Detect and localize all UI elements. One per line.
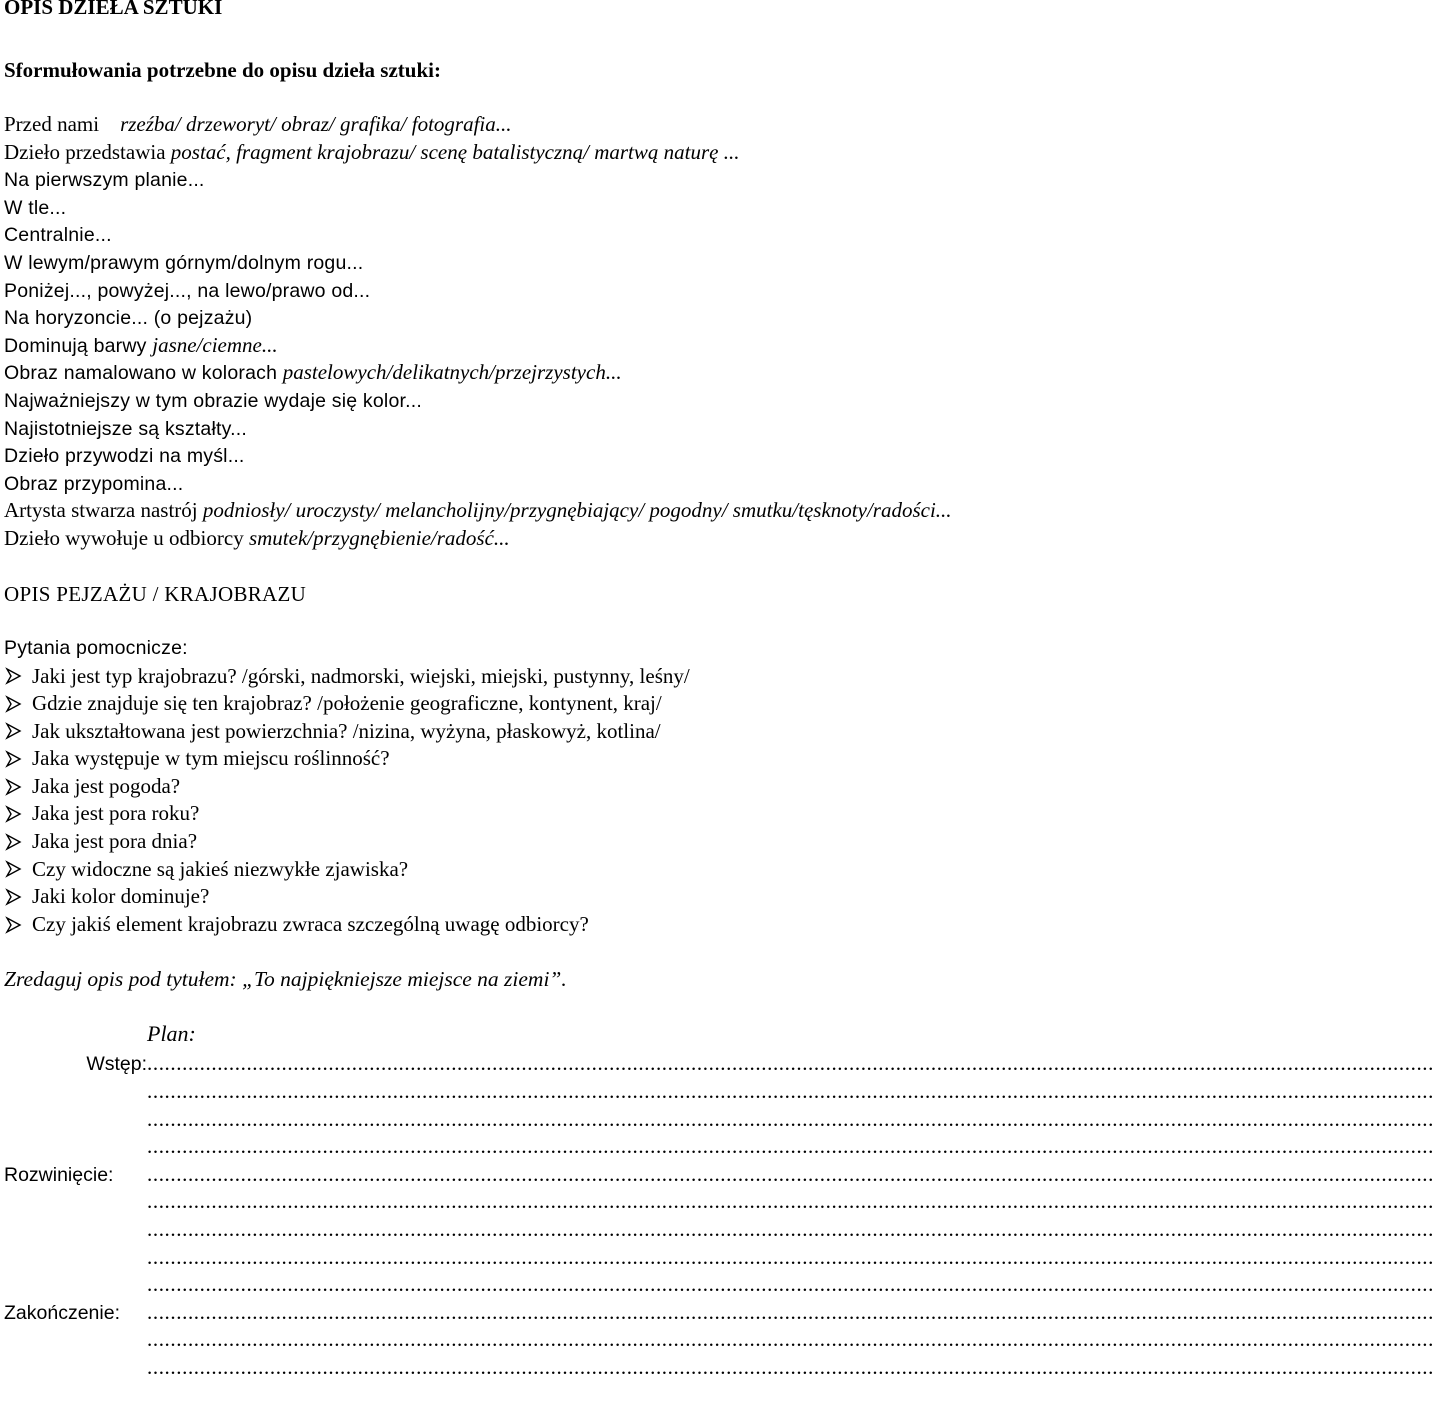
- dotted-answer-line: ............................................................................................................................................................................................................................: [147, 1161, 1434, 1186]
- question-list: [4, 663, 956, 939]
- dotted-answer-line: ............................................................................................................................................................................................................................: [147, 1134, 1434, 1159]
- phrase-line: [4, 221, 956, 249]
- question-item: [4, 663, 956, 691]
- phrase-line: [4, 304, 956, 332]
- question-item: [4, 800, 956, 828]
- plan-section: [4, 1050, 1434, 1160]
- plan-answer-lines: [147, 1299, 1434, 1382]
- plan-section-name: Zakończenie:: [4, 1301, 120, 1324]
- dotted-answer-line: ............................................................................................................................................................................................................................: [147, 1051, 1434, 1076]
- arrowhead-bullet-icon: [4, 749, 32, 769]
- plan-section: [4, 1161, 1434, 1299]
- arrowhead-bullet-icon: [4, 915, 32, 935]
- dotted-answer-line: ............................................................................................................................................................................................................................: [147, 1106, 1434, 1131]
- question-text: Jaki jest typ krajobrazu? /górski, nadmorski, wiejski, miejski, pustynny, leśny/: [32, 663, 690, 688]
- phrase-line: [4, 387, 956, 415]
- dotted-answer-line: ............................................................................................................................................................................................................................: [147, 1189, 1434, 1214]
- phrase-example: jasne/ciemne...: [152, 332, 278, 357]
- phrase-line: [4, 442, 956, 470]
- phrase-line: [4, 470, 956, 498]
- question-text: Jaki kolor dominuje?: [32, 884, 210, 909]
- dotted-answer-line: ............................................................................................................................................................................................................................: [147, 1217, 1434, 1241]
- question-text: Jak ukształtowana jest powierzchnia? /nizina, wyżyna, płaskowyż, kotlina/: [32, 718, 661, 743]
- phrase-text: Centralnie...: [4, 224, 112, 247]
- arrowhead-bullet-icon: [4, 694, 32, 714]
- question-text: Gdzie znajduje się ten krajobraz? /położenie geograficzne, kontynent, kraj/: [32, 691, 662, 716]
- phrase-text: Dzieło przywodzi na myśl...: [4, 445, 245, 468]
- phrase-list: [4, 111, 956, 553]
- phrase-example: podniosły/ uroczysty/ melancholijny/przygnębiający/ pogodny/ smutku/tęsknoty/radości...: [202, 498, 952, 523]
- question-item: [4, 911, 956, 939]
- phrase-text: W lewym/prawym górnym/dolnym rogu...: [4, 251, 364, 274]
- plan-sections: [4, 1050, 1434, 1381]
- phrase-line: [4, 111, 956, 139]
- phrase-text: Na horyzoncie... (o pejzażu): [4, 307, 253, 330]
- question-item: [4, 690, 956, 718]
- task-instruction: [4, 966, 956, 994]
- arrowhead-bullet-icon: [4, 804, 32, 824]
- phrase-text: Obraz przypomina...: [4, 472, 184, 495]
- question-text: Czy widoczne są jakieś niezwykłe zjawiska?: [32, 856, 409, 881]
- arrowhead-bullet-icon: [4, 777, 32, 797]
- phrase-text: Obraz namalowano w kolorach: [4, 362, 283, 385]
- task-quoted-title: „To najpiękniejsze miejsce na ziemi”.: [242, 967, 567, 992]
- plan-label: Plan:: [147, 1021, 196, 1047]
- phrase-text: Dominują barwy: [4, 334, 153, 357]
- phrase-text: Dzieło wywołuje u odbiorcy: [4, 525, 249, 550]
- document-subtitle: Sformułowania potrzebne do opisu dzieła sztuki:: [4, 58, 441, 82]
- phrase-text: W tle...: [4, 196, 67, 219]
- question-text: Jaka występuje w tym miejscu roślinność?: [32, 746, 390, 771]
- arrowhead-bullet-icon: [4, 666, 32, 686]
- document: [4, 0, 1434, 1382]
- question-item: [4, 856, 956, 884]
- phrase-text: Najistotniejsze są kształty...: [4, 417, 247, 440]
- question-item: [4, 745, 956, 773]
- phrase-line: [4, 194, 956, 222]
- arrowhead-bullet-icon: [4, 859, 32, 879]
- phrase-text: Poniżej..., powyżej..., na lewo/prawo od...: [4, 279, 371, 302]
- phrase-line: [4, 166, 956, 194]
- plan-section-label: [4, 1299, 147, 1327]
- plan-answer-lines: [147, 1161, 1434, 1299]
- dotted-answer-line: ............................................................................................................................................................................................................................: [147, 1327, 1434, 1352]
- phrase-text: Przed nami: [4, 112, 121, 136]
- phrase-text: Na pierwszym planie...: [4, 169, 205, 192]
- dotted-answer-line: ............................................................................................................................................................................................................................: [147, 1354, 1434, 1379]
- question-text: Jaka jest pogoda?: [32, 773, 181, 798]
- plan-section-label: [4, 1050, 147, 1078]
- phrase-example: pastelowych/delikatnych/przejrzystych...: [282, 360, 622, 385]
- phrase-line: [4, 139, 956, 167]
- arrowhead-bullet-icon: [4, 887, 32, 907]
- section-title: OPIS PEJZAŻU / KRAJOBRAZU: [4, 581, 307, 606]
- arrowhead-bullet-icon: [4, 721, 32, 741]
- phrase-text: Najważniejszy w tym obrazie wydaje się kolor...: [4, 389, 422, 412]
- phrase-text: Artysta stwarza nastrój: [4, 498, 203, 523]
- plan-answer-lines: [147, 1050, 1434, 1160]
- dotted-answer-line: ............................................................................................................................................................................................................................: [147, 1299, 1434, 1324]
- phrase-line: [4, 415, 956, 443]
- question-text: Jaka jest pora roku?: [32, 801, 200, 826]
- phrase-line: [4, 277, 956, 305]
- document-title: OPIS DZIEŁA SZTUKI: [4, 0, 223, 19]
- question-item: [4, 718, 956, 746]
- phrase-example: rzeźba/ drzeworyt/ obraz/ grafika/ fotografia...: [120, 112, 512, 136]
- plan-section-name: Wstęp:: [86, 1053, 147, 1076]
- question-item: [4, 883, 956, 911]
- phrase-line: [4, 525, 956, 553]
- phrase-text: Dzieło przedstawia: [4, 139, 171, 164]
- phrase-line: [4, 332, 956, 360]
- plan-section-label: [4, 1161, 147, 1189]
- dotted-answer-line: ............................................................................................................................................................................................................................: [147, 1079, 1434, 1104]
- phrase-line: [4, 359, 956, 387]
- dotted-answer-line: ............................................................................................................................................................................................................................: [147, 1272, 1434, 1297]
- dotted-answer-line: ............................................................................................................................................................................................................................: [147, 1244, 1434, 1269]
- question-item: [4, 828, 956, 856]
- phrase-example: postać, fragment krajobrazu/ scenę batalistyczną/ martwą naturę ...: [170, 139, 740, 164]
- arrowhead-bullet-icon: [4, 832, 32, 852]
- phrase-example: smutek/przygnębienie/radość...: [248, 525, 510, 550]
- questions-label: Pytania pomocnicze:: [4, 636, 188, 659]
- question-text: Jaka jest pora dnia?: [32, 829, 198, 854]
- phrase-line: [4, 497, 956, 525]
- phrase-line: [4, 249, 956, 277]
- question-text: Czy jakiś element krajobrazu zwraca szczególną uwagę odbiorcy?: [32, 911, 589, 936]
- question-item: [4, 773, 956, 801]
- task-prefix: Zredaguj opis pod tytułem:: [4, 967, 243, 992]
- plan-section-name: Rozwinięcie:: [4, 1163, 114, 1186]
- plan-section: [4, 1299, 1434, 1382]
